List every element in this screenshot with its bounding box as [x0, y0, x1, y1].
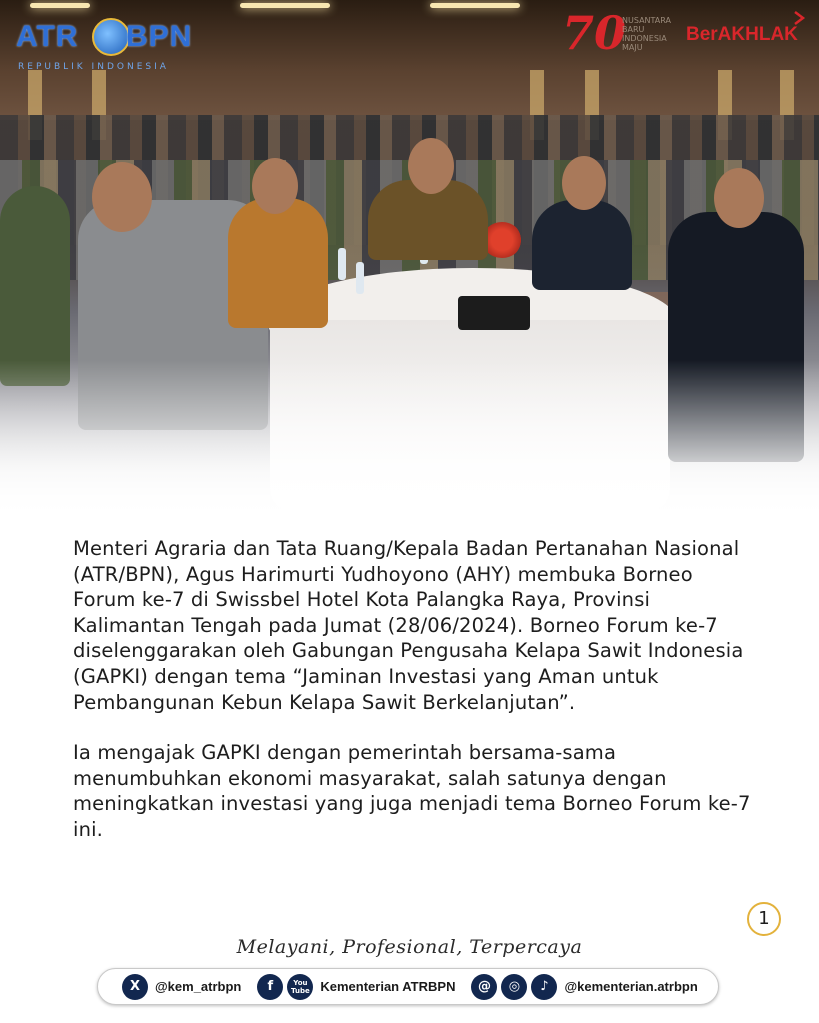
- photo-fade: [0, 360, 819, 520]
- guest-head: [92, 162, 152, 232]
- atr-bpn-logo: [16, 14, 193, 76]
- anniversary-caption: NUSANTARA BARU INDONESIA MAJU: [622, 16, 671, 52]
- motto: Melayani, Profesional, Terpercaya: [236, 936, 583, 958]
- twitter-handle[interactable]: @kem_atrbpn: [155, 979, 242, 994]
- logo-text-atr: ATR: [16, 20, 79, 53]
- guest-head: [714, 168, 764, 228]
- arrow-icon: [791, 10, 807, 26]
- youtube-icon[interactable]: You Tube: [287, 974, 313, 1000]
- facebook-icon[interactable]: f: [257, 974, 283, 1000]
- anniversary-number: 70: [562, 6, 627, 60]
- guest-head: [562, 156, 606, 210]
- water-bottle: [356, 262, 364, 294]
- threads-icon[interactable]: @: [471, 974, 497, 1000]
- article-body: [73, 536, 753, 843]
- tiktok-icon[interactable]: ♪: [531, 974, 557, 1000]
- centerpiece-box: [458, 296, 530, 330]
- instagram-icon[interactable]: ◎: [501, 974, 527, 1000]
- page-number-badge: 1: [747, 902, 781, 936]
- flower-arrangement: [482, 222, 522, 258]
- logo-subtitle: REPUBLIK INDONESIA: [18, 62, 169, 72]
- ceiling-light: [430, 3, 520, 8]
- guest-head: [252, 158, 298, 214]
- article-paragraph: Ia mengajak GAPKI dengan pemerintah bersama-sama menumbuhkan ekonomi masyarakat, salah satunya dengan meningkatkan investasi yang juga menjadi tema Borneo Forum ke-7 ini.: [73, 741, 751, 841]
- guest-military-uniform: [0, 186, 70, 386]
- guest-head: [408, 138, 454, 194]
- social-media-bar: [97, 968, 719, 1005]
- facebook-youtube-name[interactable]: Kementerian ATRBPN: [320, 979, 456, 994]
- guest-dark-batik: [532, 200, 632, 290]
- guest-batik-shirt: [228, 198, 328, 328]
- x-twitter-icon[interactable]: X: [122, 974, 148, 1000]
- water-bottle: [338, 248, 346, 280]
- berakhlak-text: BerAKHLAK: [686, 24, 798, 45]
- article-paragraph: Menteri Agraria dan Tata Ruang/Kepala Badan Pertanahan Nasional (ATR/BPN), Agus Harimurti Yudhoyono (AHY) membuka Borneo Forum ke-7 di Swissbel Hotel Kota Palangka Raya, Provinsi Kalimantan Tengah pada Jumat (28/06/2024). Borneo Forum ke-7 diselenggarakan oleh Gabungan Pengusaha Kelapa Sawit Indonesia (GAPKI) dengan tema “Jaminan Investasi yang Aman untuk Pembangunan Kebun Kelapa Sawit Berkelanjutan”.: [73, 537, 744, 714]
- ceiling-light: [30, 3, 90, 8]
- globe-icon: [92, 18, 130, 56]
- ceiling-light: [240, 3, 330, 8]
- logo-text-bpn: BPN: [126, 20, 193, 53]
- instagram-tiktok-handle[interactable]: @kementerian.atrbpn: [564, 979, 698, 994]
- anniversary-70-logo: [562, 6, 682, 64]
- berakhlak-logo: [686, 24, 798, 46]
